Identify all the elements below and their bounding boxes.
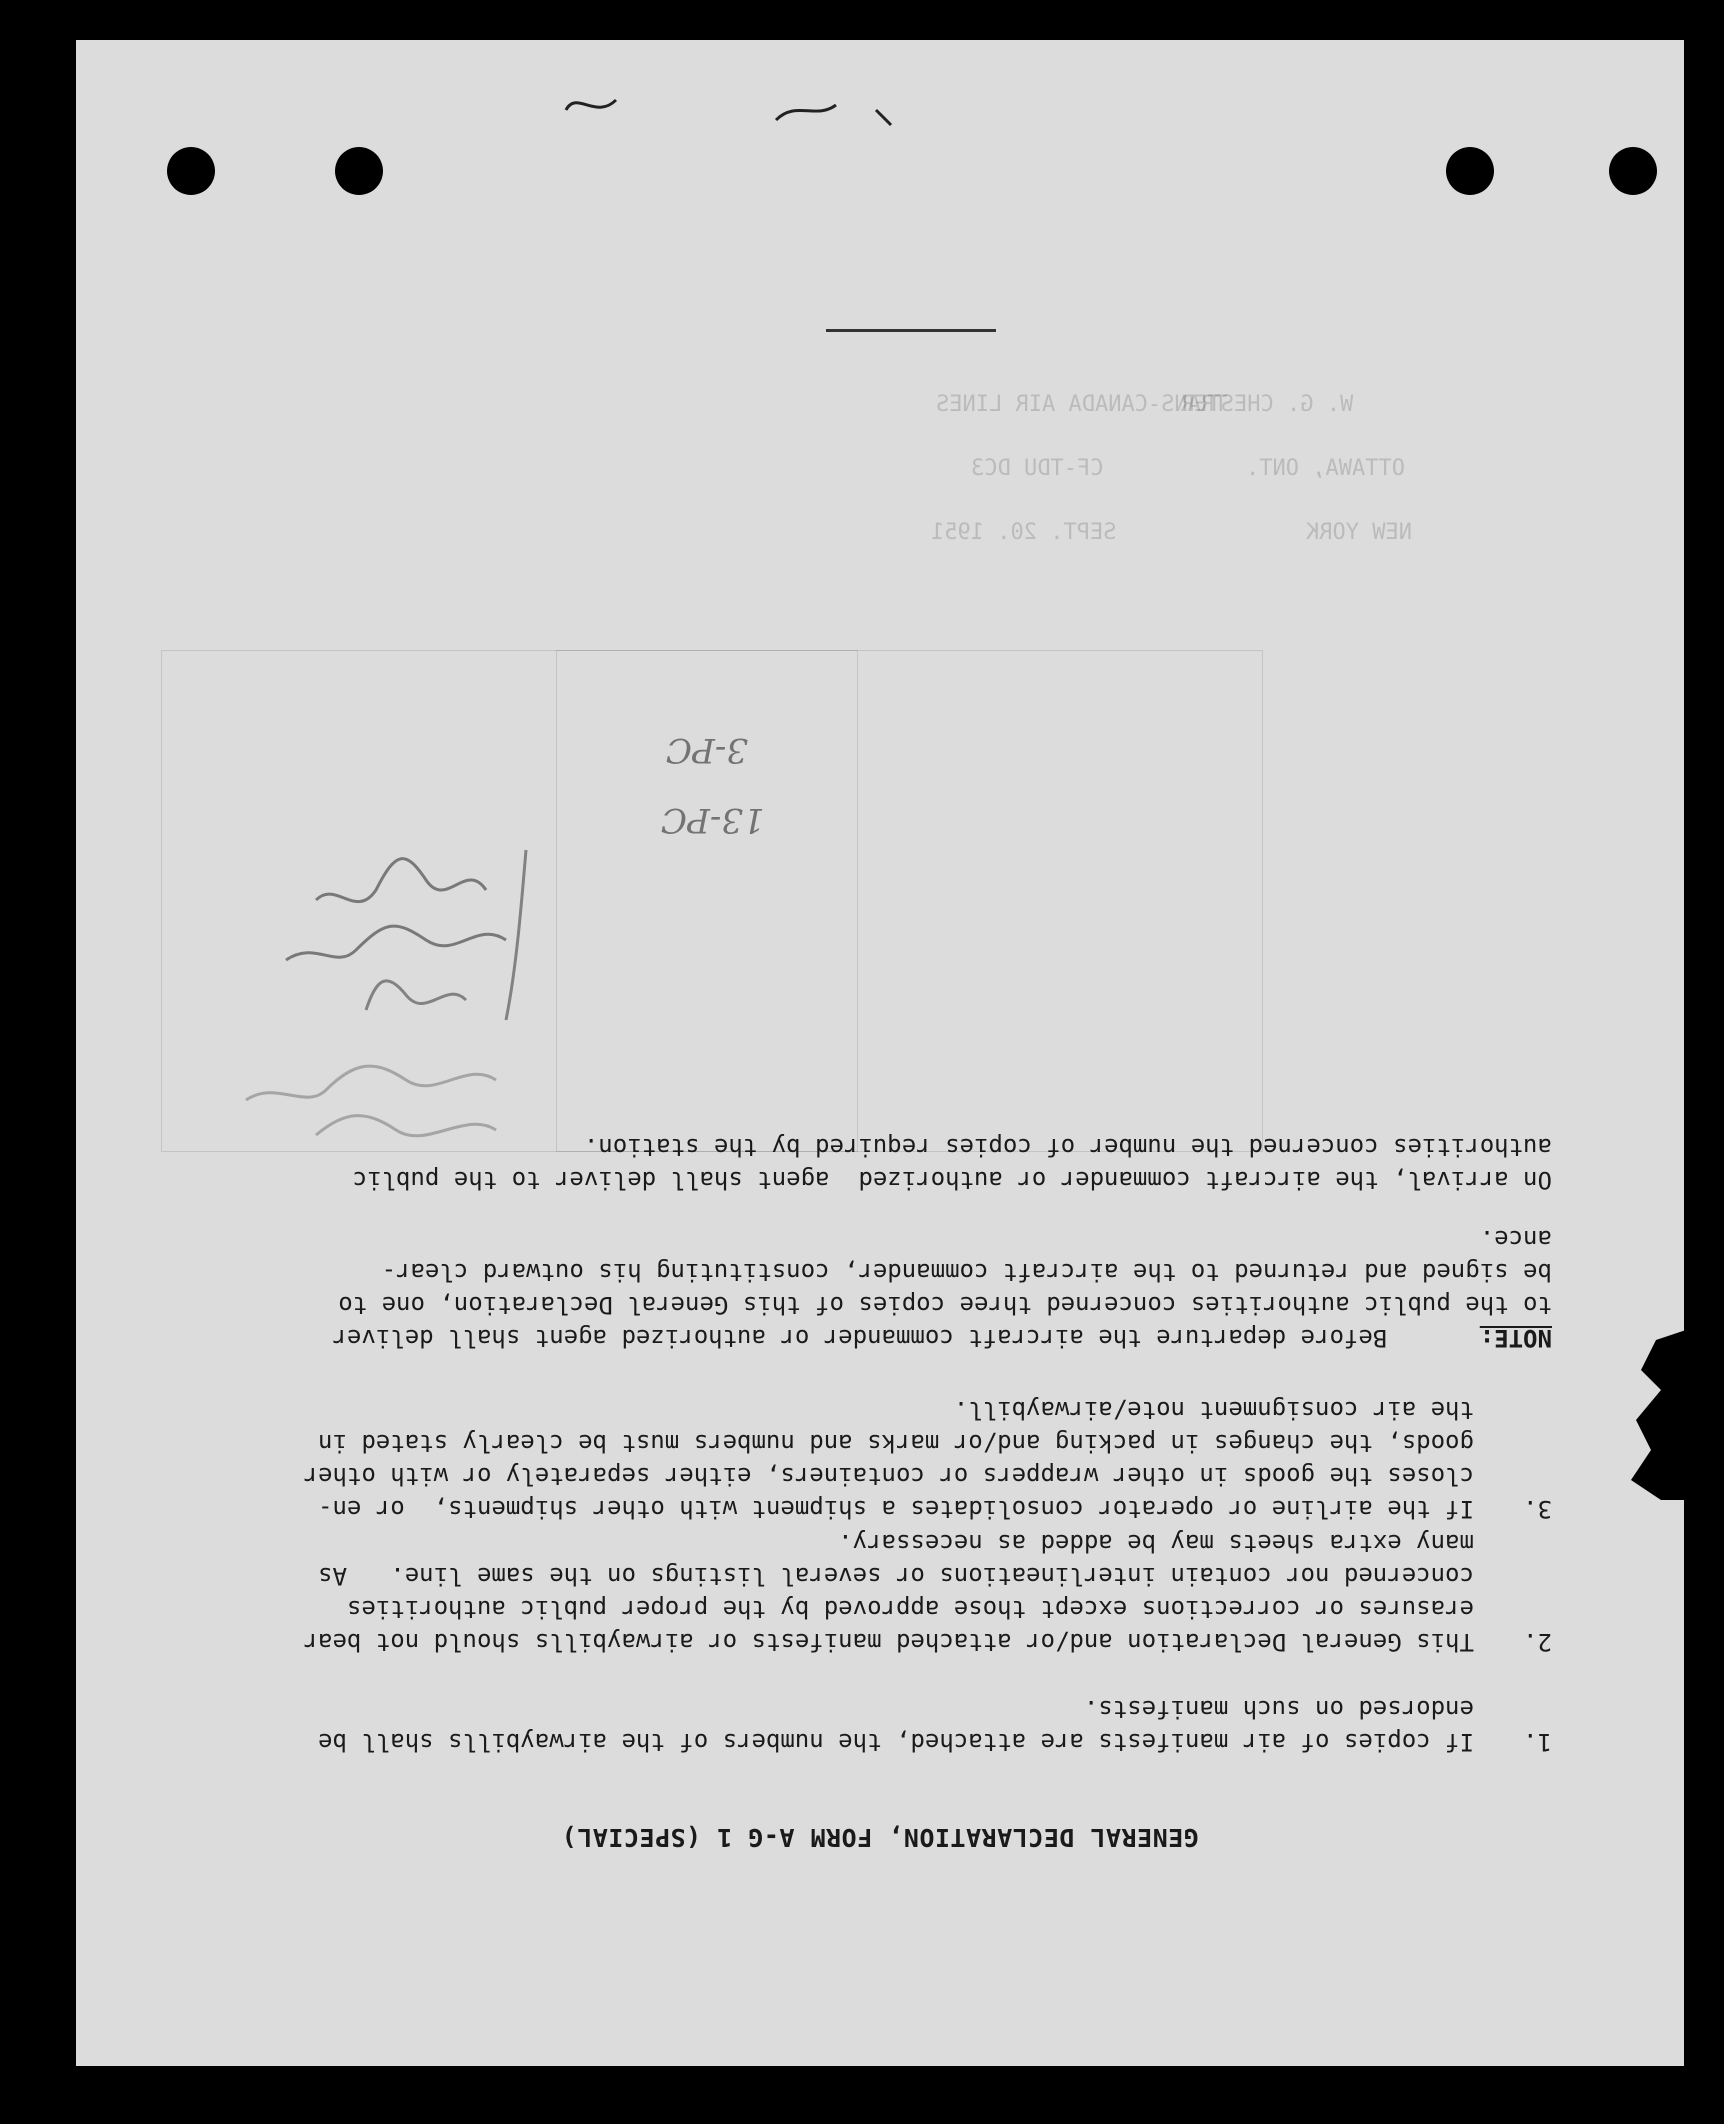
list-item-line: many extra sheets may be added as necessary. — [838, 1529, 1474, 1557]
show-through-crew-b: 13-PC — [661, 800, 765, 840]
show-through-to: NEW YORK — [1306, 520, 1412, 545]
list-item-number: 2. — [1523, 1628, 1552, 1656]
arrival-line: authorities concerned the number of copies required by the station. — [583, 1133, 1552, 1161]
list-item-1 — [318, 1692, 1552, 1758]
list-item-number: 3. — [1523, 1495, 1552, 1523]
torn-edge — [1616, 1330, 1684, 1500]
note-paragraph — [252, 1222, 1552, 1354]
document-page — [76, 40, 1684, 2066]
list-item-line: goods, the changes in packing and/or marks and numbers must be clearly stated in — [318, 1429, 1474, 1457]
list-item-line: closes the goods in other wrappers or containers, either separately or with other — [303, 1462, 1474, 1490]
document-title: GENERAL DECLARATION, FORM A-G 1 (SPECIAL) — [561, 1823, 1199, 1852]
show-through-from: OTTAWA, ONT. — [1246, 456, 1405, 481]
rotated-text-layer — [76, 40, 1684, 2066]
show-through-commander: W. G. CHESTER — [1181, 392, 1354, 417]
horizontal-rule — [826, 329, 996, 332]
list-item-line: This General Declaration and/or attached manifests or airwaybills should not bear — [303, 1628, 1474, 1656]
show-through-carrier: TRANS-CANADA AIR LINES — [936, 392, 1228, 417]
show-through-registration: CF-TDU DC3 — [971, 456, 1104, 481]
list-item-line: endorsed on such manifests. — [1083, 1695, 1474, 1723]
punch-hole-4 — [1609, 147, 1657, 195]
note-label: NOTE: — [1479, 1324, 1552, 1352]
list-item-line: If copies of air manifests are attached, the numbers of the airwaybills shall be — [318, 1728, 1474, 1756]
list-item-2 — [303, 1526, 1552, 1658]
note-line: to the public authorities concerned three copies of this General Declaration, one to — [338, 1291, 1552, 1319]
list-item-3 — [303, 1393, 1552, 1525]
note-line: be signed and returned to the aircraft commander, constituting his outward clear- — [381, 1258, 1552, 1286]
list-item-line: concerned nor contain interlineations or several listings on the same line. As — [318, 1562, 1474, 1590]
top-pencil-marks — [546, 70, 1046, 130]
note-line: ance. — [1479, 1225, 1552, 1253]
list-item-line: If the airline or operator consolidates a shipment with other shipments, or en- — [318, 1495, 1474, 1523]
punch-hole-2 — [335, 147, 383, 195]
show-through-crew-a: 3-PC — [666, 730, 749, 770]
note-line: Before departure the aircraft commander or authorized agent shall deliver — [332, 1324, 1474, 1352]
punch-hole-3 — [1446, 147, 1494, 195]
arrival-line: On arrival, the aircraft commander or authorized agent shall deliver to the public — [352, 1166, 1552, 1194]
arrival-paragraph — [252, 1130, 1552, 1196]
list-item-line: erasures or corrections except those approved by the proper public authorities — [346, 1595, 1474, 1623]
list-item-number: 1. — [1523, 1728, 1552, 1756]
show-through-date: SEPT. 20. 1951 — [931, 520, 1117, 545]
punch-hole-1 — [167, 147, 215, 195]
list-item-line: the air consignment note/airwaybill. — [953, 1396, 1474, 1424]
